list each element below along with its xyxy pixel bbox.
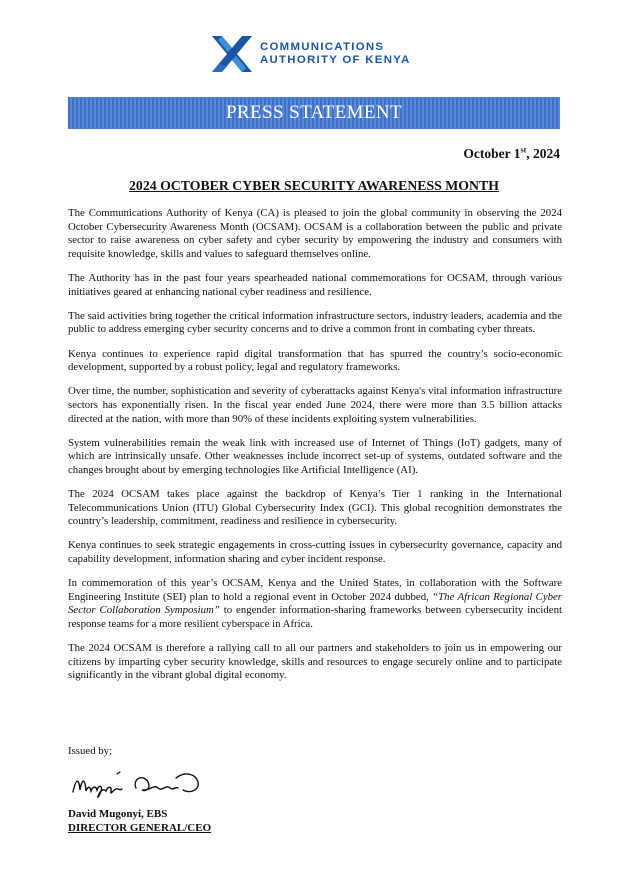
paragraph: The said activities bring together the critical information infrastructure sectors, industry leaders, academia and the public to address emerging cyber security concerns and to drive a common front in combating cyber threats.: [68, 309, 562, 336]
date-ordinal-suffix: st: [520, 145, 527, 155]
paragraph: The 2024 OCSAM takes place against the backdrop of Kenya’s Tier 1 ranking in the International Telecommunications Union (ITU) Global Cybersecurity Index (GCI). This global recognition demonstrates the country’s leadership, commitment, readiness and resilience in cybersecurity.: [68, 488, 562, 528]
issued-by-label: Issued by;: [68, 745, 113, 757]
letterhead: [210, 32, 430, 78]
signatory-name: David Mugonyi, EBS: [68, 808, 168, 820]
paragraph: System vulnerabilities remain the weak link with increased use of Internet of Things (IoT) gadgets, many of which are intrinsically unsafe. Other weaknesses include incorrect set-up of systems, outdated software and the changes brought about by emerging technologies like Artificial Intelligence (AI).: [68, 436, 562, 476]
statement-date: [463, 146, 560, 162]
date-year: , 2024: [526, 146, 560, 161]
paragraph: Kenya continues to seek strategic engagements in cross-cutting issues in cybersecurity governance, capacity and capability development, information sharing and cyber incident response.: [68, 539, 562, 566]
ca-kenya-logo-icon: [210, 32, 254, 76]
handwritten-signature: [70, 764, 210, 804]
org-name-line-1: COMMUNICATIONS: [260, 41, 385, 53]
date-month-day: October 1: [463, 146, 521, 161]
document-title: 2024 OCTOBER CYBER SECURITY AWARENESS MONTH: [129, 178, 499, 193]
org-name-line-2: AUTHORITY OF KENYA: [260, 54, 411, 66]
signatory-title: DIRECTOR GENERAL/CEO: [68, 822, 212, 834]
symposium-event-name: “The African Regional Cyber Sector Collaboration Symposium”: [68, 590, 563, 617]
paragraph: Over time, the number, sophistication and severity of cyberattacks against Kenya's vital information infrastructure sectors has exponentially risen. In the fiscal year ended June 2024, there were more than 3.5 billion attacks directed at the nation, with more than 90% of these incidents exploiting system vulnerabilities.: [68, 385, 562, 425]
symposium-text-after: to engender information-sharing frameworks between cybersecurity incident response teams for a more resilient cyberspace in Africa.: [68, 604, 562, 630]
paragraph: Kenya continues to experience rapid digital transformation that has spurred the country’s socio-economic development, supported by a robust policy, legal and regulatory frameworks.: [68, 347, 562, 374]
statement-body: [68, 207, 562, 694]
paragraph-symposium: [68, 577, 562, 631]
organization-name: [260, 41, 435, 67]
symposium-text-before: In commemoration of this year’s OCSAM, Kenya and the United States, in collaboration with the Software Engineering Institute (SEI) plan to hold a regional event in October 2024 dubbed,: [68, 577, 562, 603]
paragraph: The Authority has in the past four years spearheaded national commemorations for OCSAM, through various initiatives geared at enhancing national cyber readiness and resilience.: [68, 271, 562, 298]
press-statement-banner: [68, 97, 560, 129]
paragraph: The Communications Authority of Kenya (CA) is pleased to join the global community in observing the 2024 October Cybersecurity Awareness Month (OCSAM). OCSAM is a collaboration between the public and private sector to raise awareness on cyber safety and cyber security by empowering the industry and consumers with requisite knowledge, skills and values to safeguard themselves online.: [68, 207, 562, 260]
banner-title: PRESS STATEMENT: [225, 102, 403, 123]
paragraph-closing: The 2024 OCSAM is therefore a rallying call to all our partners and stakeholders to join us in empowering our citizens by imparting cyber security knowledge, skills and resources to engage securely online and to participate significantly in the vibrant global digital economy.: [68, 642, 562, 682]
